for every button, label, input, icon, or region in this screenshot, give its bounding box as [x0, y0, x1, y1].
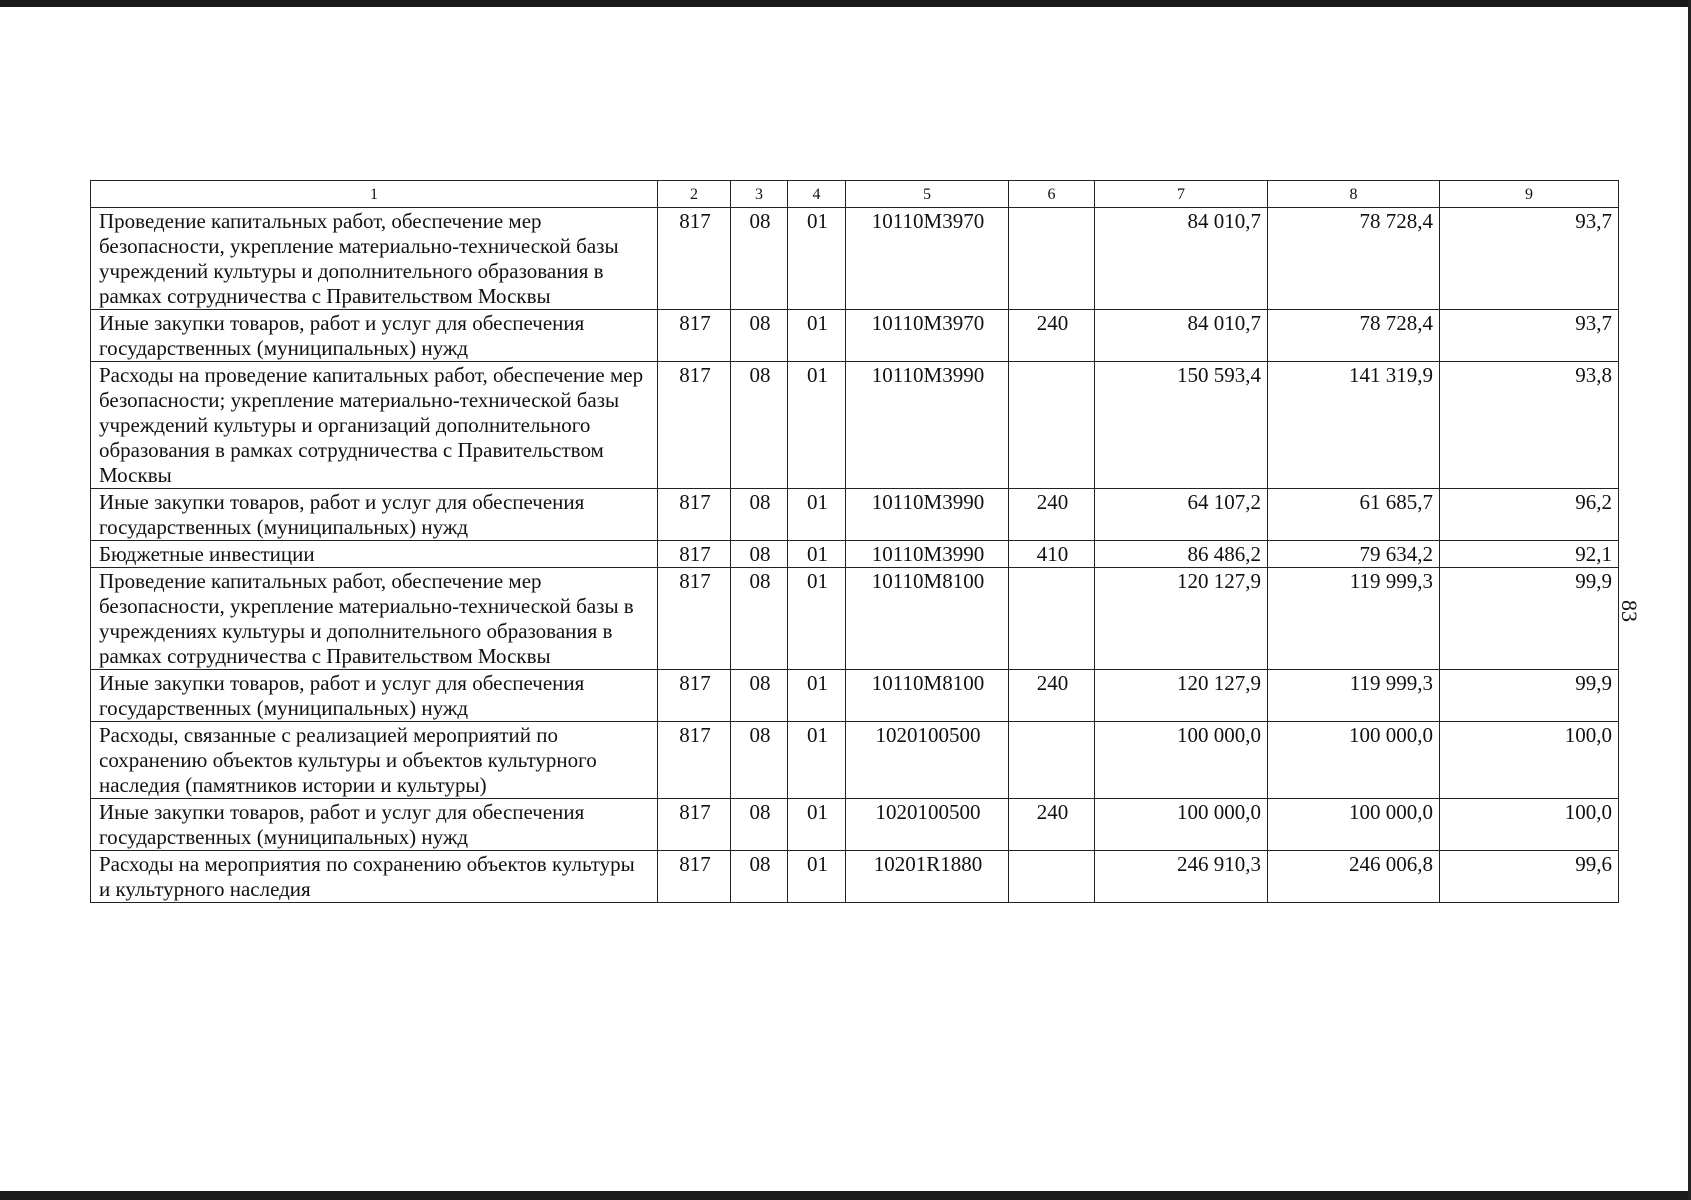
- cell-expense-type: [1009, 362, 1095, 489]
- column-number: 8: [1268, 181, 1440, 208]
- cell-percent-executed: 99,9: [1440, 568, 1619, 670]
- budget-table: [90, 180, 1619, 903]
- cell-subsection: 01: [788, 489, 846, 541]
- table-row: [91, 722, 1619, 799]
- cell-executed-amount: 78 728,4: [1268, 208, 1440, 310]
- cell-admin-code: 817: [658, 489, 731, 541]
- cell-section: 08: [731, 722, 788, 799]
- table-row: [91, 362, 1619, 489]
- cell-subsection: 01: [788, 541, 846, 568]
- cell-section: 08: [731, 851, 788, 903]
- row-description: Расходы на проведение капитальных работ, обеспечение мер безопасности; укрепление материально-технической базы учреждений культуры и организаций дополнительного образования в рамках сотрудничества с Правительством Москвы: [91, 362, 658, 489]
- table-row: [91, 851, 1619, 903]
- column-number: 1: [91, 181, 658, 208]
- row-description: Иные закупки товаров, работ и услуг для обеспечения государственных (муниципальных) нужд: [91, 799, 658, 851]
- cell-target-article: 1020100500: [846, 799, 1009, 851]
- row-description: Иные закупки товаров, работ и услуг для обеспечения государственных (муниципальных) нужд: [91, 310, 658, 362]
- cell-expense-type: 240: [1009, 310, 1095, 362]
- row-description: Бюджетные инвестиции: [91, 541, 658, 568]
- cell-subsection: 01: [788, 670, 846, 722]
- cell-executed-amount: 246 006,8: [1268, 851, 1440, 903]
- cell-percent-executed: 93,8: [1440, 362, 1619, 489]
- cell-planned-amount: 120 127,9: [1095, 670, 1268, 722]
- cell-expense-type: 240: [1009, 489, 1095, 541]
- cell-percent-executed: 100,0: [1440, 799, 1619, 851]
- cell-target-article: 10110М3990: [846, 541, 1009, 568]
- cell-percent-executed: 99,6: [1440, 851, 1619, 903]
- table-row: [91, 310, 1619, 362]
- cell-planned-amount: 100 000,0: [1095, 799, 1268, 851]
- column-number-row: [91, 181, 1619, 208]
- cell-expense-type: 410: [1009, 541, 1095, 568]
- cell-target-article: 1020100500: [846, 722, 1009, 799]
- cell-section: 08: [731, 541, 788, 568]
- cell-planned-amount: 84 010,7: [1095, 208, 1268, 310]
- cell-planned-amount: 246 910,3: [1095, 851, 1268, 903]
- column-number: 2: [658, 181, 731, 208]
- scan-edge-bottom: [0, 1191, 1691, 1200]
- cell-executed-amount: 100 000,0: [1268, 799, 1440, 851]
- cell-percent-executed: 100,0: [1440, 722, 1619, 799]
- cell-expense-type: [1009, 568, 1095, 670]
- cell-target-article: 10110М3990: [846, 362, 1009, 489]
- cell-admin-code: 817: [658, 310, 731, 362]
- column-number: 9: [1440, 181, 1619, 208]
- cell-executed-amount: 79 634,2: [1268, 541, 1440, 568]
- cell-executed-amount: 141 319,9: [1268, 362, 1440, 489]
- cell-admin-code: 817: [658, 670, 731, 722]
- scan-edge-top: [0, 0, 1691, 7]
- cell-section: 08: [731, 489, 788, 541]
- column-number: 5: [846, 181, 1009, 208]
- table-row: [91, 541, 1619, 568]
- cell-executed-amount: 61 685,7: [1268, 489, 1440, 541]
- cell-planned-amount: 84 010,7: [1095, 310, 1268, 362]
- cell-admin-code: 817: [658, 362, 731, 489]
- cell-planned-amount: 64 107,2: [1095, 489, 1268, 541]
- row-description: Иные закупки товаров, работ и услуг для обеспечения государственных (муниципальных) нужд: [91, 489, 658, 541]
- cell-target-article: 10110М8100: [846, 568, 1009, 670]
- cell-expense-type: [1009, 208, 1095, 310]
- cell-admin-code: 817: [658, 541, 731, 568]
- cell-admin-code: 817: [658, 799, 731, 851]
- cell-subsection: 01: [788, 208, 846, 310]
- cell-section: 08: [731, 310, 788, 362]
- table-row: [91, 489, 1619, 541]
- cell-percent-executed: 93,7: [1440, 208, 1619, 310]
- column-number: 4: [788, 181, 846, 208]
- cell-target-article: 10110М3970: [846, 208, 1009, 310]
- page-number: 83: [1617, 600, 1642, 622]
- cell-target-article: 10110М8100: [846, 670, 1009, 722]
- cell-subsection: 01: [788, 722, 846, 799]
- row-description: Иные закупки товаров, работ и услуг для обеспечения государственных (муниципальных) нужд: [91, 670, 658, 722]
- cell-planned-amount: 120 127,9: [1095, 568, 1268, 670]
- cell-admin-code: 817: [658, 722, 731, 799]
- cell-planned-amount: 100 000,0: [1095, 722, 1268, 799]
- cell-admin-code: 817: [658, 851, 731, 903]
- row-description: Расходы на мероприятия по сохранению объектов культуры и культурного наследия: [91, 851, 658, 903]
- cell-planned-amount: 86 486,2: [1095, 541, 1268, 568]
- column-number: 7: [1095, 181, 1268, 208]
- cell-subsection: 01: [788, 799, 846, 851]
- cell-admin-code: 817: [658, 208, 731, 310]
- cell-subsection: 01: [788, 362, 846, 489]
- cell-section: 08: [731, 208, 788, 310]
- row-description: Проведение капитальных работ, обеспечение мер безопасности, укрепление материально-технической базы учреждений культуры и дополнительного образования в рамках сотрудничества с Правительством Москвы: [91, 208, 658, 310]
- cell-section: 08: [731, 362, 788, 489]
- cell-expense-type: [1009, 722, 1095, 799]
- row-description: Расходы, связанные с реализацией мероприятий по сохранению объектов культуры и объектов культурного наследия (памятников истории и культуры): [91, 722, 658, 799]
- cell-section: 08: [731, 568, 788, 670]
- cell-target-article: 10201R1880: [846, 851, 1009, 903]
- cell-percent-executed: 92,1: [1440, 541, 1619, 568]
- column-number: 6: [1009, 181, 1095, 208]
- cell-expense-type: 240: [1009, 670, 1095, 722]
- cell-section: 08: [731, 799, 788, 851]
- cell-section: 08: [731, 670, 788, 722]
- cell-percent-executed: 96,2: [1440, 489, 1619, 541]
- cell-target-article: 10110М3970: [846, 310, 1009, 362]
- cell-executed-amount: 119 999,3: [1268, 568, 1440, 670]
- cell-percent-executed: 99,9: [1440, 670, 1619, 722]
- table-row: [91, 799, 1619, 851]
- table-row: [91, 208, 1619, 310]
- table-row: [91, 670, 1619, 722]
- table-row: [91, 568, 1619, 670]
- cell-subsection: 01: [788, 851, 846, 903]
- cell-executed-amount: 119 999,3: [1268, 670, 1440, 722]
- row-description: Проведение капитальных работ, обеспечение мер безопасности, укрепление материально-технической базы в учреждениях культуры и дополнительного образования в рамках сотрудничества с Правительством Москвы: [91, 568, 658, 670]
- cell-expense-type: 240: [1009, 799, 1095, 851]
- cell-executed-amount: 100 000,0: [1268, 722, 1440, 799]
- cell-subsection: 01: [788, 568, 846, 670]
- cell-target-article: 10110М3990: [846, 489, 1009, 541]
- table-body: [91, 181, 1619, 903]
- cell-percent-executed: 93,7: [1440, 310, 1619, 362]
- cell-executed-amount: 78 728,4: [1268, 310, 1440, 362]
- cell-expense-type: [1009, 851, 1095, 903]
- cell-admin-code: 817: [658, 568, 731, 670]
- cell-subsection: 01: [788, 310, 846, 362]
- cell-planned-amount: 150 593,4: [1095, 362, 1268, 489]
- column-number: 3: [731, 181, 788, 208]
